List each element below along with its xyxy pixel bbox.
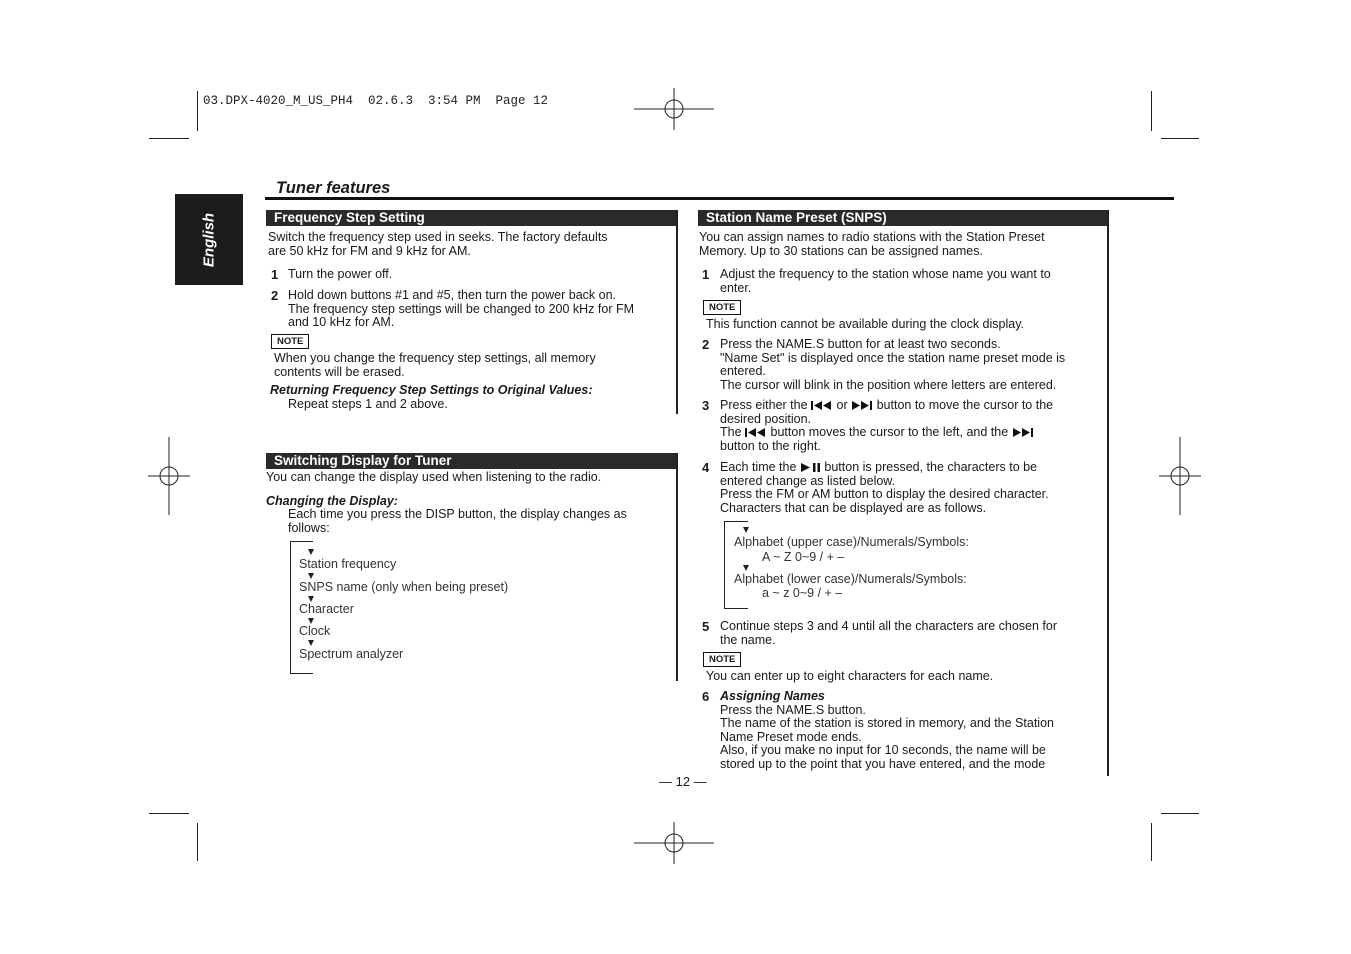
- sub-heading: Changing the Display:: [266, 494, 398, 508]
- cycle-item: Spectrum analyzer: [299, 647, 404, 661]
- step-number: 6: [702, 689, 710, 704]
- registration-mark-top: [634, 88, 714, 130]
- crop-mark: [1151, 823, 1152, 861]
- previous-track-icon: [811, 401, 833, 410]
- previous-track-icon: [745, 428, 767, 437]
- chars-upper: A ~ Z 0~9 / + –: [762, 550, 845, 564]
- step-text: Press either the or button to move the cursor to the desired position. The button moves the cursor to the left, and the button to the right.: [720, 398, 1054, 453]
- step-number: 1: [271, 267, 279, 282]
- crop-mark: [197, 823, 198, 861]
- step-text: Continue steps 3 and 4 until all the characters are chosen for the name.: [720, 619, 1058, 647]
- section-title: Tuner features: [276, 179, 391, 197]
- crop-mark: [149, 813, 189, 814]
- title-rule: [265, 197, 1174, 200]
- step-text: Assigning Names Press the NAME.S button. The name of the station is stored in memory, and the Station Name Preset mode ends. Also, if you make no input for 10 seconds, the name will be stored up to the point that you have entered, and the mode: [720, 689, 1054, 771]
- step-number: 2: [702, 337, 710, 352]
- crop-mark: [197, 91, 198, 131]
- chars-upper-label: Alphabet (upper case)/Numerals/Symbols:: [734, 535, 969, 549]
- snps-intro: You can assign names to radio stations with the Station Preset Memory. Up to 30 stations can be assigned names.: [699, 230, 1045, 258]
- switch-display-heading: Switching Display for Tuner: [266, 453, 678, 469]
- arrow-down-icon: [743, 565, 749, 571]
- cycle-item: Station frequency: [299, 557, 397, 571]
- snps-heading: Station Name Preset (SNPS): [698, 210, 1109, 226]
- cycle-item: Character: [299, 602, 354, 616]
- sub-text: Repeat steps 1 and 2 above.: [288, 397, 448, 411]
- crop-mark: [1151, 91, 1152, 131]
- step-text: Hold down buttons #1 and #5, then turn the power back on. The frequency step settings will be changed to 200 kHz for FM and 10 kHz for AM.: [288, 288, 635, 330]
- crop-mark: [1161, 813, 1199, 814]
- freq-intro: Switch the frequency step used in seeks. The factory defaults are 50 kHz for FM and 9 kHz for AM.: [268, 230, 608, 258]
- registration-mark-left: [148, 437, 190, 515]
- next-track-icon: [1012, 428, 1034, 437]
- cycle-item: Clock: [299, 624, 331, 638]
- note-text: You can enter up to eight characters for each name.: [706, 669, 994, 683]
- print-slug: 03.DPX-4020_M_US_PH4 02.6.3 3:54 PM Page 12: [203, 94, 549, 108]
- column-divider: [676, 453, 678, 681]
- note-badge: NOTE: [703, 652, 741, 667]
- note-badge: NOTE: [703, 300, 741, 315]
- chars-lower: a ~ z 0~9 / + –: [762, 586, 843, 600]
- page-number: — 12 —: [659, 774, 707, 789]
- play-pause-icon: [800, 463, 821, 472]
- next-track-icon: [851, 401, 873, 410]
- arrow-down-icon: [743, 527, 749, 533]
- step-text: Turn the power off.: [288, 267, 393, 281]
- language-tab: [175, 194, 243, 285]
- freq-step-heading: Frequency Step Setting: [266, 210, 678, 226]
- display-intro: You can change the display used when listening to the radio.: [266, 470, 602, 484]
- step-number: 1: [702, 267, 710, 282]
- note-text: When you change the frequency step settings, all memory contents will be erased.: [274, 351, 596, 379]
- crop-mark: [149, 138, 189, 139]
- step-number: 2: [271, 288, 279, 303]
- note-text: This function cannot be available during the clock display.: [706, 317, 1025, 331]
- column-divider: [676, 210, 678, 414]
- sub-heading: Returning Frequency Step Settings to Original Values:: [270, 383, 593, 397]
- step-text: Each time the button is pressed, the characters to be entered change as listed below. Press the FM or AM button to display the desired character. Characters that can be displayed are as follows.: [720, 460, 1049, 515]
- arrow-down-icon: [308, 549, 314, 555]
- step-number: 5: [702, 619, 710, 634]
- step-number: 4: [702, 460, 710, 475]
- language-tab-label: English: [200, 212, 218, 267]
- step-text: Press the NAME.S button for at least two seconds. "Name Set" is displayed once the station name preset mode is entered. The cursor will blink in the position where letters are entered.: [720, 337, 1066, 392]
- crop-mark: [1161, 138, 1199, 139]
- step-number: 3: [702, 398, 710, 413]
- chars-lower-label: Alphabet (lower case)/Numerals/Symbols:: [734, 572, 967, 586]
- arrow-down-icon: [308, 640, 314, 646]
- column-divider: [1107, 210, 1109, 776]
- arrow-down-icon: [308, 573, 314, 579]
- cycle-item: SNPS name (only when being preset): [299, 580, 509, 594]
- registration-mark-bottom: [634, 822, 714, 864]
- registration-mark-right: [1159, 437, 1201, 515]
- note-badge: NOTE: [271, 334, 309, 349]
- step-text: Adjust the frequency to the station whose name you want to enter.: [720, 267, 1051, 295]
- display-text: Each time you press the DISP button, the display changes as follows:: [288, 507, 627, 535]
